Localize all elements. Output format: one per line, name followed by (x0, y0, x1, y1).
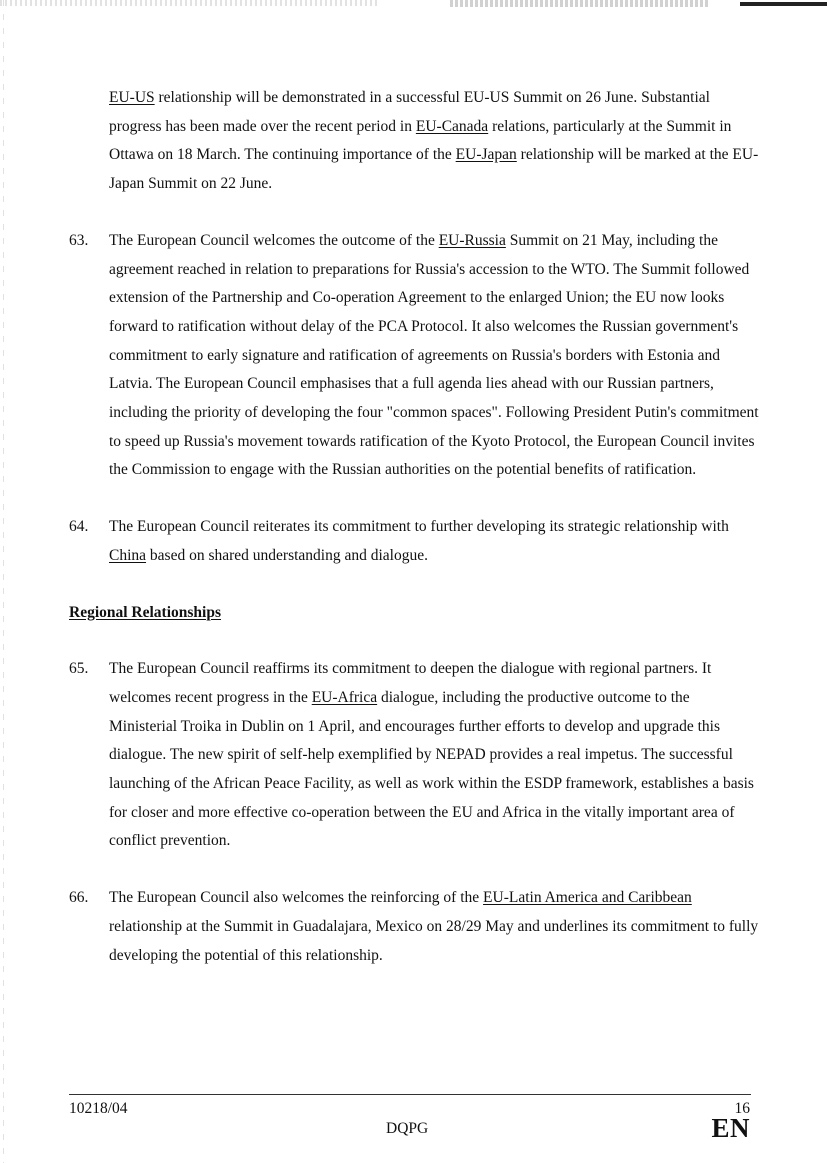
section-heading: Regional Relationships (69, 603, 222, 621)
department-code: DQPG (386, 1120, 429, 1137)
scan-artifact-top-right (740, 2, 827, 6)
document-reference: 10218/04 (69, 1100, 128, 1117)
page-number: 16 (734, 1100, 750, 1117)
scan-artifact-top-middle (450, 0, 710, 7)
paragraph-66: 66. The European Council also welcomes the reinforcing of the EU-Latin America and Caribbean relationship at the Summit in Guadalajara, Mexico on 28/29 May and underlines its commitment to fully developing the potential of this relationship. (69, 884, 759, 970)
scan-artifact-top-left (0, 0, 380, 6)
link-eu-canada: EU-Canada (415, 117, 489, 135)
scan-artifact-left-edge (3, 0, 4, 1163)
link-eu-latin-america-caribbean: EU-Latin America and Caribbean (483, 889, 692, 907)
link-eu-russia: EU-Russia (438, 231, 506, 249)
language-code: EN (711, 1113, 750, 1143)
paragraph-number: 64. (69, 518, 89, 536)
paragraph-63: 63. The European Council welcomes the outcome of the EU-Russia Summit on 21 May, including the agreement reached in relation to preparations for Russia's accession to the WTO. The Summit followed extension of the Partnership and Co-operation Agreement to the enlarged Union; the EU now looks forward to ratification without delay of the PCA Protocol. It also welcomes the Russian government's commitment to early signature and ratification of agreements on Russia's borders with Estonia and Latvia. The European Council emphasises that a full agenda lies ahead with our Russian partners, including the priority of developing the four "common spaces". Following President Putin's commitment to speed up Russia's movement towards ratification of the Kyoto Protocol, the European Council invites the Commission to engage with the Russian authorities on the potential benefits of ratification. (69, 227, 759, 485)
link-eu-japan: EU-Japan (455, 146, 517, 164)
paragraph-number: 65. (69, 660, 89, 678)
paragraph-number: 66. (69, 889, 89, 907)
document-body (69, 84, 759, 970)
link-eu-us: EU-US (109, 89, 155, 106)
paragraph-continued: EU-US relationship will be demonstrated in a successful EU-US Summit on 26 June. Substantial progress has been made over the recent period in EU-Canada relations, particularly at the Summit in Ottawa on 18 March. The continuing importance of the EU-Japan relationship will be marked at the EU-Japan Summit on 22 June. (109, 89, 759, 193)
paragraph-65: 65. The European Council reaffirms its commitment to deepen the dialogue with regional partners. It welcomes recent progress in the EU-Africa dialogue, including the productive outcome to the Ministerial Troika in Dublin on 1 April, and encourages further efforts to develop and upgrade this dialogue. The new spirit of self-help exemplified by NEPAD provides a real impetus. The successful launching of the African Peace Facility, as well as work within the ESDP framework, establishes a basis for closer and more effective co-operation between the EU and Africa in the vitally important area of conflict prevention. (69, 655, 759, 856)
footer-divider (69, 1094, 751, 1095)
paragraph-64: 64. The European Council reiterates its commitment to further developing its strategic relationship with China based on shared understanding and dialogue. (69, 513, 759, 570)
link-china: China (109, 546, 147, 564)
paragraph-number: 63. (69, 231, 89, 249)
link-eu-africa: EU-Africa (311, 688, 378, 706)
